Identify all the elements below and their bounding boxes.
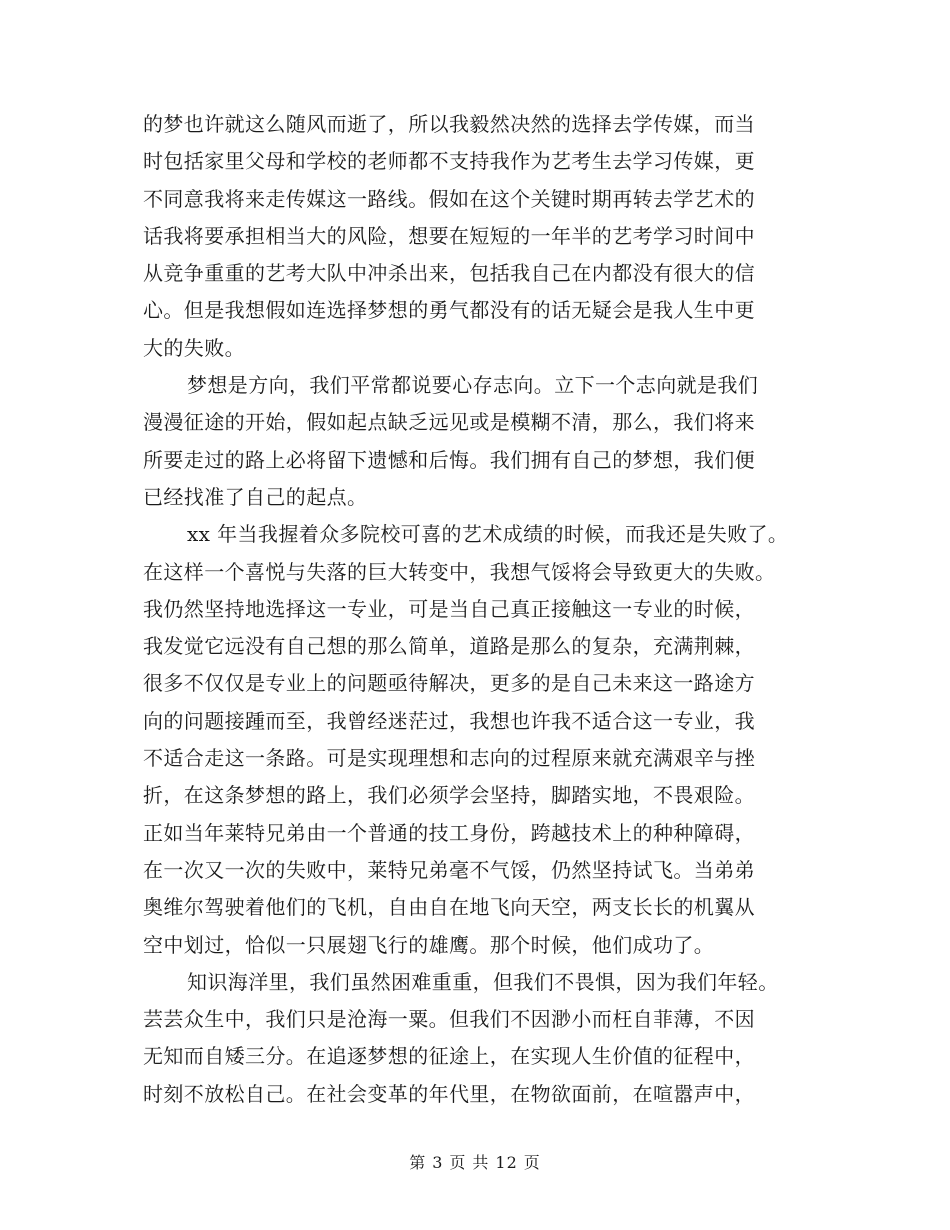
page-footer [0, 1150, 950, 1173]
text-line: 折，在这条梦想的路上，我们必须学会坚持，脚踏实地，不畏艰险。 [143, 783, 755, 808]
text-line: 大的失败。 [143, 335, 245, 360]
footer-label-total: 共 [472, 1153, 490, 1172]
text-line: 时包括家里父母和学校的老师都不支持我作为艺考生去学习传媒，更 [143, 149, 755, 174]
footer-current-page: 3 [432, 1153, 444, 1172]
text-line: 心。但是我想假如连选择梦想的勇气都没有的话无疑会是我人生中更 [143, 298, 755, 323]
text-line: 所要走过的路上必将留下遗憾和后悔。我们拥有自己的梦想，我们便 [143, 447, 755, 472]
footer-label-page-unit: 页 [449, 1153, 467, 1172]
text-line: 知识海洋里，我们虽然困难重重，但我们不畏惧，因为我们年轻。 [187, 969, 779, 994]
text-line: 很多不仅仅是专业上的问题亟待解决，更多的是自己未来这一路途方 [143, 671, 755, 696]
text-line: 梦想是方向，我们平常都说要心存志向。立下一个志向就是我们 [187, 373, 759, 398]
text-line: 不同意我将来走传媒这一路线。假如在这个关键时期再转去学艺术的 [143, 186, 755, 211]
footer-label-total-unit: 页 [523, 1153, 541, 1172]
text-line: 正如当年莱特兄弟由一个普通的技工身份，跨越技术上的种种障碍， [143, 820, 755, 845]
text-line: 我仍然坚持地选择这一专业，可是当自己真正接触这一专业的时候， [143, 596, 755, 621]
text-line: 已经找准了自己的起点。 [143, 484, 368, 509]
text-line: 奥维尔驾驶着他们的飞机，自由自在地飞向天空，两支长长的机翼从 [143, 895, 755, 920]
text-line: 不适合走这一条路。可是实现理想和志向的过程原来就充满艰辛与挫 [143, 746, 755, 771]
text-line: 从竞争重重的艺考大队中冲杀出来，包括我自己在内都没有很大的信 [143, 261, 755, 286]
body-text [143, 106, 823, 1113]
text-line: 在这样一个喜悦与失落的巨大转变中，我想气馁将会导致更大的失败。 [143, 559, 776, 584]
text-line: 芸芸众生中，我们只是沧海一粟。但我们不因渺小而枉自菲薄，不因 [143, 1007, 755, 1032]
footer-total-pages: 12 [495, 1153, 518, 1172]
text-line: 的梦也许就这么随风而逝了，所以我毅然决然的选择去学传媒，而当 [143, 112, 755, 136]
text-line: 空中划过，恰似一只展翅飞行的雄鹰。那个时候，他们成功了。 [143, 932, 715, 957]
text-line: 我发觉它远没有自己想的那么简单，道路是那么的复杂，充满荆棘， [143, 634, 755, 659]
text-line: 话我将要承担相当大的风险，想要在短短的一年半的艺考学习时间中 [143, 223, 755, 248]
text-line: xx 年当我握着众多院校可喜的艺术成绩的时候，而我还是失败了。 [187, 522, 789, 547]
text-line: 无知而自矮三分。在追逐梦想的征途上，在实现人生价值的征程中， [143, 1044, 755, 1069]
text-line: 向的问题接踵而至，我曾经迷茫过，我想也许我不适合这一专业，我 [143, 708, 755, 733]
footer-label-page: 第 [409, 1153, 427, 1172]
text-line: 在一次又一次的失败中，莱特兄弟毫不气馁，仍然坚持试飞。当弟弟 [143, 857, 755, 882]
text-line: 时刻不放松自己。在社会变革的年代里，在物欲面前，在喧嚣声中， [143, 1081, 755, 1106]
text-line: 漫漫征途的开始，假如起点缺乏远见或是模糊不清，那么，我们将来 [143, 410, 755, 435]
